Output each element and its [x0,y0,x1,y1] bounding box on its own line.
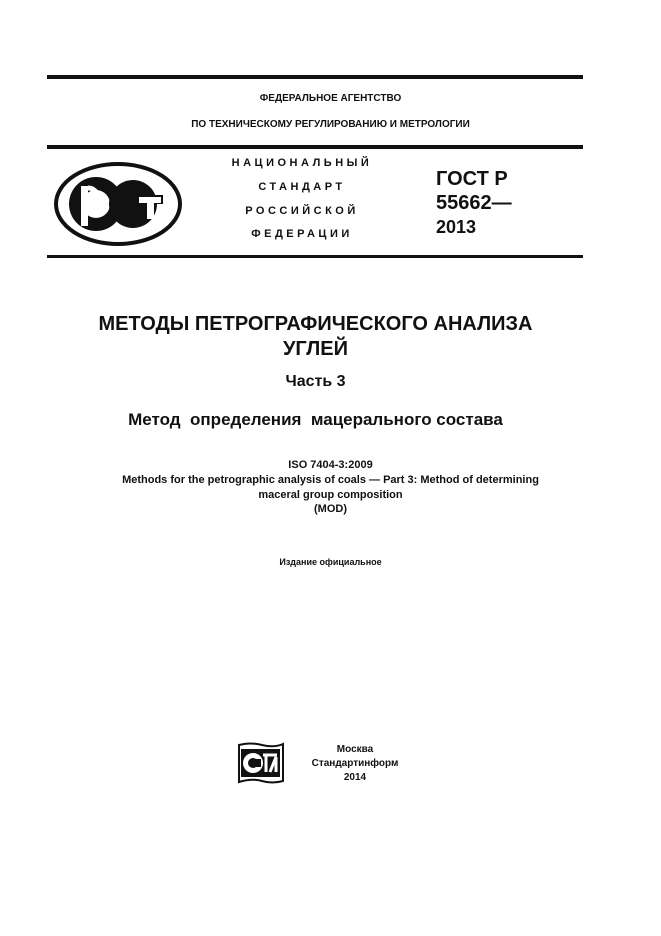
publisher-name: Стандартинформ [311,758,399,769]
gost-line-2: 55662— [436,192,512,214]
rst-logo [53,161,183,247]
iso-ref: ISO 7404-3:2009 [288,459,373,471]
agency-line-1: ФЕДЕРАЛЬНОЕ АГЕНТСТВО [259,93,402,104]
standartinform-logo [236,741,286,789]
title-line-1: МЕТОДЫ ПЕТРОГРАФИЧЕСКОГО АНАЛИЗА [98,313,533,335]
title-line-2: УГЛЕЙ [282,338,349,360]
publisher-year: 2014 [343,772,367,783]
national-line-2: СТАНДАРТ [258,181,346,193]
edition-label: Издание официальное [279,557,382,567]
subtitle: Метод определения мацерального состава [128,410,503,429]
national-line-4: ФЕДЕРАЦИИ [251,228,353,240]
iso-line-2: maceral group composition [258,489,403,501]
part-label: Часть 3 [285,373,346,390]
header-rule [47,145,583,149]
national-line-3: РОССИЙСКОЙ [245,205,359,217]
iso-mod: (MOD) [314,503,347,515]
bottom-header-rule [47,255,583,258]
agency-line-2: ПО ТЕХНИЧЕСКОМУ РЕГУЛИРОВАНИЮ И МЕТРОЛОГИИ [191,119,470,130]
national-line-1: НАЦИОНАЛЬНЫЙ [231,157,373,169]
gost-line-3: 2013 [436,217,477,237]
top-rule [47,75,583,79]
iso-line-1: Methods for the petrographic analysis of coals — Part 3: Method of determining [122,474,539,486]
publisher-city: Москва [336,744,374,755]
gost-line-1: ГОСТ Р [436,168,508,190]
